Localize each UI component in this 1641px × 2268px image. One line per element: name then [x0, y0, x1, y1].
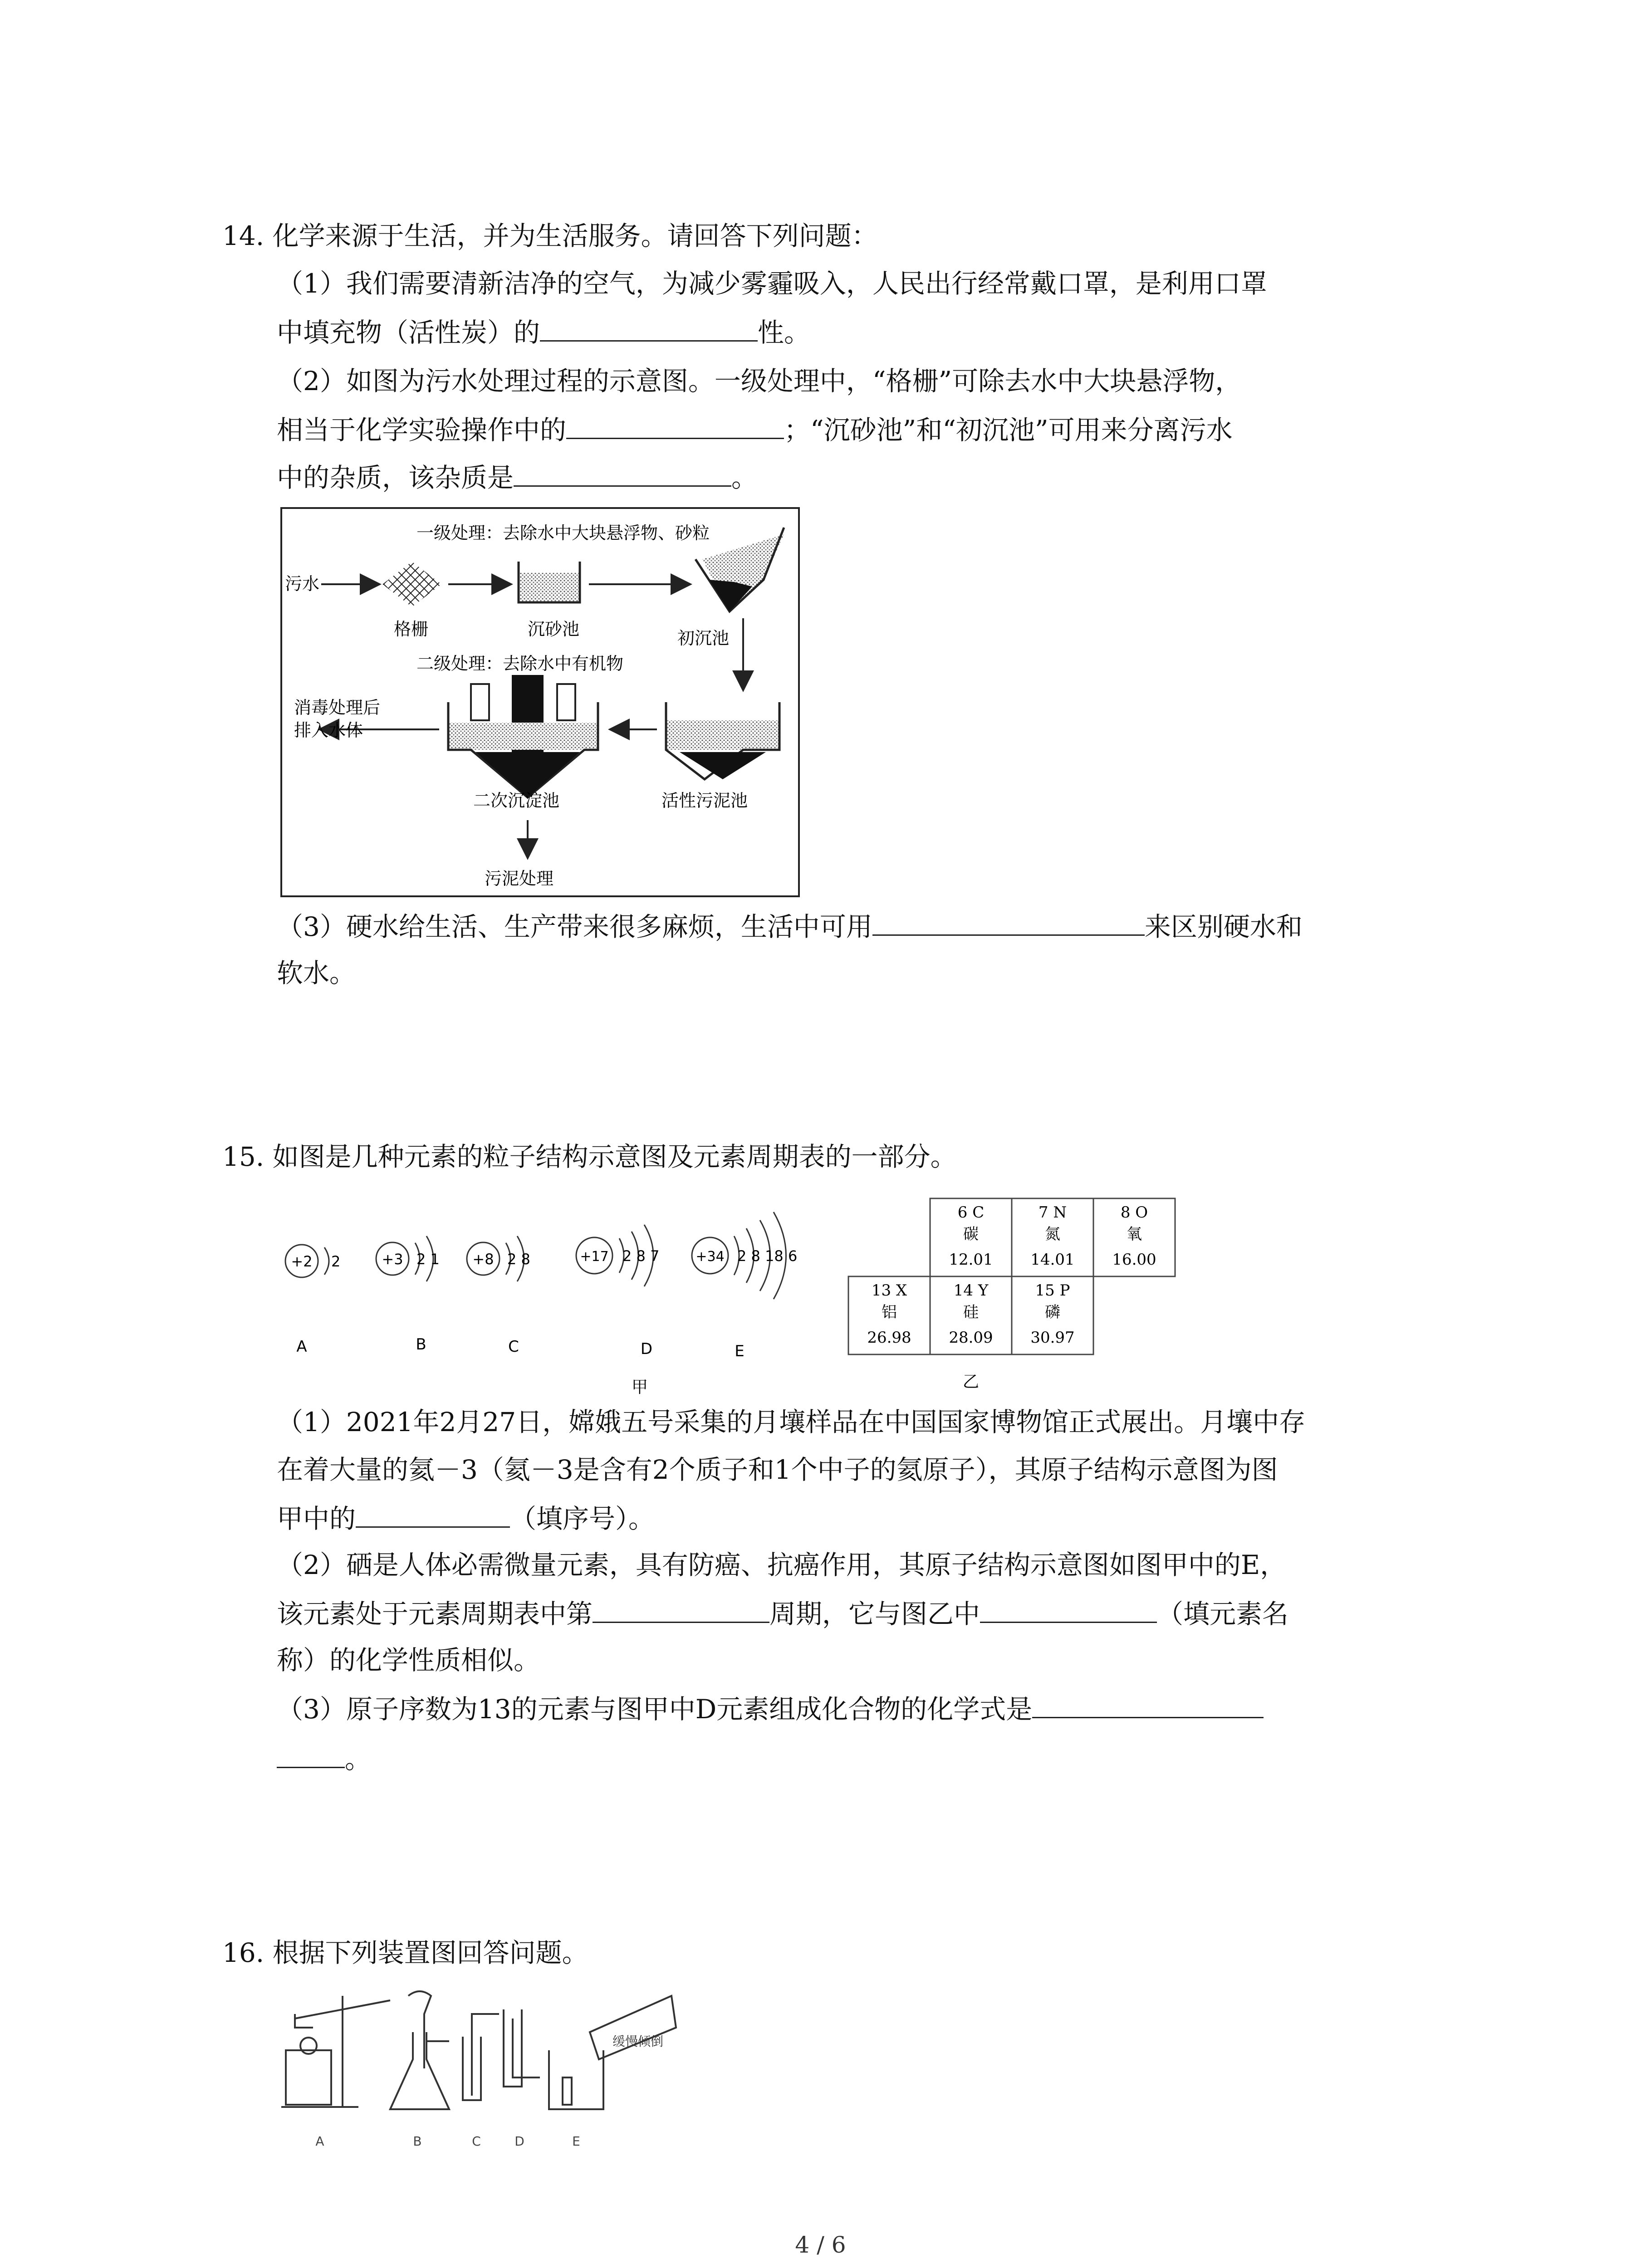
q15-part1-line2: 在着大量的氦－3（氦－3是含有2个质子和1个中子的氦原子），其原子结构示意图为图: [277, 1454, 1278, 1485]
pt-p-name: 磷: [1045, 1303, 1060, 1321]
pt-o-name: 氧: [1127, 1225, 1142, 1243]
discharge-label-2: 排入水体: [294, 720, 363, 740]
q14-part1-line1: （1）我们需要清新洁净的空气，为减少雾霾吸入，人民出行经常戴口罩，是利用口罩: [277, 268, 1267, 299]
primary-tank-label: 初沉池: [677, 628, 730, 648]
atom-a: [285, 1245, 340, 1356]
figure-jia-label: 甲: [631, 1378, 648, 1397]
pt-o-mass: 16.00: [1112, 1251, 1156, 1269]
svg-text:2 8 18 6: 2 8 18 6: [737, 1247, 798, 1265]
q14-part3-line2: 软水。: [277, 958, 356, 988]
svg-text:+34: +34: [696, 1249, 725, 1265]
pt-c-mass: 12.01: [949, 1251, 993, 1269]
sludge-tank-icon: [666, 720, 779, 750]
pt-c-name: 碳: [963, 1225, 979, 1243]
pt-n-number: 7 N: [1038, 1203, 1067, 1222]
svg-text:+2: +2: [291, 1253, 313, 1270]
grate-label: 格栅: [394, 619, 429, 639]
pt-x-number: 13 X: [871, 1281, 907, 1300]
answer-blank-3[interactable]: [514, 458, 731, 487]
sewage-label: 污水: [285, 574, 320, 594]
q16-stem: 16. 根据下列装置图回答问题。: [222, 1937, 588, 1968]
svg-text:+3: +3: [382, 1251, 403, 1268]
answer-blank-6[interactable]: [593, 1594, 769, 1623]
answer-blank-8[interactable]: [1032, 1690, 1264, 1718]
pt-n-mass: 14.01: [1030, 1251, 1075, 1269]
sludge-treatment-label: 污泥处理: [485, 869, 554, 889]
svg-text:A: A: [296, 1338, 307, 1356]
q15-stem: 15. 如图是几种元素的粒子结构示意图及元素周期表的一部分。: [222, 1141, 957, 1172]
q14-part1-line2: 中填充物（活性炭）的 性。: [277, 313, 810, 351]
pt-c-number: 6 C: [957, 1203, 985, 1222]
svg-text:+8: +8: [472, 1251, 494, 1268]
secondary-tank-label: 二次沉淀池: [473, 791, 560, 811]
atom-d: [576, 1225, 659, 1358]
lab-apparatus-diagram: [277, 1978, 744, 2159]
grit-tank-label: 沉砂池: [528, 619, 580, 639]
answer-blank-2[interactable]: [566, 411, 784, 439]
page-number: 4 / 6: [795, 2232, 846, 2258]
sludge-tank-label: 活性污泥池: [661, 791, 748, 811]
discharge-label-1: 消毒处理后: [294, 698, 381, 718]
secondary-tank-icon: [448, 723, 598, 750]
stage2-label: 二级处理：去除水中有机物: [416, 654, 624, 674]
q15-part2-line3: 称）的化学性质相似。: [277, 1645, 540, 1676]
apparatus-b-icon: [390, 1991, 449, 2109]
answer-blank-7[interactable]: [980, 1594, 1157, 1623]
periodic-table-fragment: [844, 1198, 1156, 1397]
svg-text:B: B: [416, 1335, 426, 1354]
svg-text:E: E: [735, 1342, 745, 1360]
apparatus-e-note: 缓慢倾倒: [612, 2034, 664, 2049]
pt-y-mass: 28.09: [949, 1329, 993, 1347]
q14-part2-line1: （2）如图为污水处理过程的示意图。一级处理中，“格栅”可除去水中大块悬浮物，: [277, 366, 1242, 396]
apparatus-c-icon: [463, 2014, 499, 2100]
apparatus-d-icon: [504, 2009, 540, 2087]
q15-part3-line2: 。: [277, 1740, 371, 1777]
pt-n-name: 氮: [1045, 1225, 1060, 1243]
svg-text:+17: +17: [580, 1249, 609, 1265]
pt-p-number: 15 P: [1035, 1281, 1070, 1300]
apparatus-d-label: D: [514, 2134, 524, 2149]
apparatus-e-label: E: [572, 2134, 580, 2149]
svg-text:2: 2: [331, 1253, 341, 1270]
atom-e: [692, 1212, 797, 1360]
sewage-treatment-diagram: [280, 507, 800, 897]
stage1-label: 一级处理：去除水中大块悬浮物、砂粒: [416, 523, 710, 543]
apparatus-b-label: B: [413, 2134, 422, 2149]
pt-y-name: 硅: [963, 1303, 979, 1321]
pt-x-name: 铝: [882, 1303, 897, 1321]
apparatus-a-label: A: [315, 2134, 324, 2149]
pt-p-mass: 30.97: [1030, 1329, 1075, 1347]
q15-part1-line1: （1）2021年2月27日，嫦娥五号采集的月壤样品在中国国家博物馆正式展出。月壤中存: [277, 1407, 1306, 1437]
apparatus-e-icon: [549, 1996, 676, 2109]
apparatus-c-label: C: [472, 2134, 481, 2149]
answer-blank-1[interactable]: [540, 313, 758, 342]
q15-part2-line2: 该元素处于元素周期表中第 周期，它与图乙中 （填元素名: [277, 1594, 1288, 1632]
atom-b: [376, 1236, 440, 1354]
atomic-structure-diagrams: [277, 1179, 830, 1397]
q15-part2-line1: （2）硒是人体必需微量元素，具有防癌、抗癌作用，其原子结构示意图如图甲中的E，: [277, 1549, 1287, 1580]
q14-part2-line2: 相当于化学实验操作中的 ；“沉砂池”和“初沉池”可用来分离污水: [277, 411, 1233, 448]
pt-o-number: 8 O: [1120, 1203, 1148, 1222]
pt-y-number: 14 Y: [953, 1281, 989, 1300]
q15-part3-line1: （3）原子序数为13的元素与图甲中D元素组成化合物的化学式是: [277, 1690, 1264, 1727]
q14-stem: 14. 化学来源于生活，并为生活服务。请回答下列问题：: [222, 220, 878, 251]
svg-text:C: C: [508, 1338, 519, 1356]
figure-yi-label: 乙: [962, 1373, 980, 1391]
apparatus-a-icon: [281, 1996, 390, 2107]
pt-x-mass: 26.98: [867, 1329, 911, 1347]
grit-tank-icon: [519, 573, 580, 602]
answer-blank-4[interactable]: [872, 907, 1145, 936]
svg-text:2 8: 2 8: [507, 1251, 530, 1268]
svg-text:2 1: 2 1: [416, 1251, 440, 1268]
q14-part2-line3: 中的杂质，该杂质是 。: [277, 458, 758, 496]
svg-text:2 8 7: 2 8 7: [622, 1247, 660, 1265]
q15-part1-line3: 甲中的 （填序号）。: [277, 1499, 655, 1537]
answer-blank-8-continued[interactable]: [277, 1740, 345, 1768]
atom-c: [467, 1236, 530, 1356]
answer-blank-5[interactable]: [356, 1499, 510, 1528]
svg-text:D: D: [640, 1340, 653, 1358]
q14-part3-line1: （3）硬水给生活、生产带来很多麻烦，生活中可用 来区别硬水和: [277, 907, 1303, 945]
